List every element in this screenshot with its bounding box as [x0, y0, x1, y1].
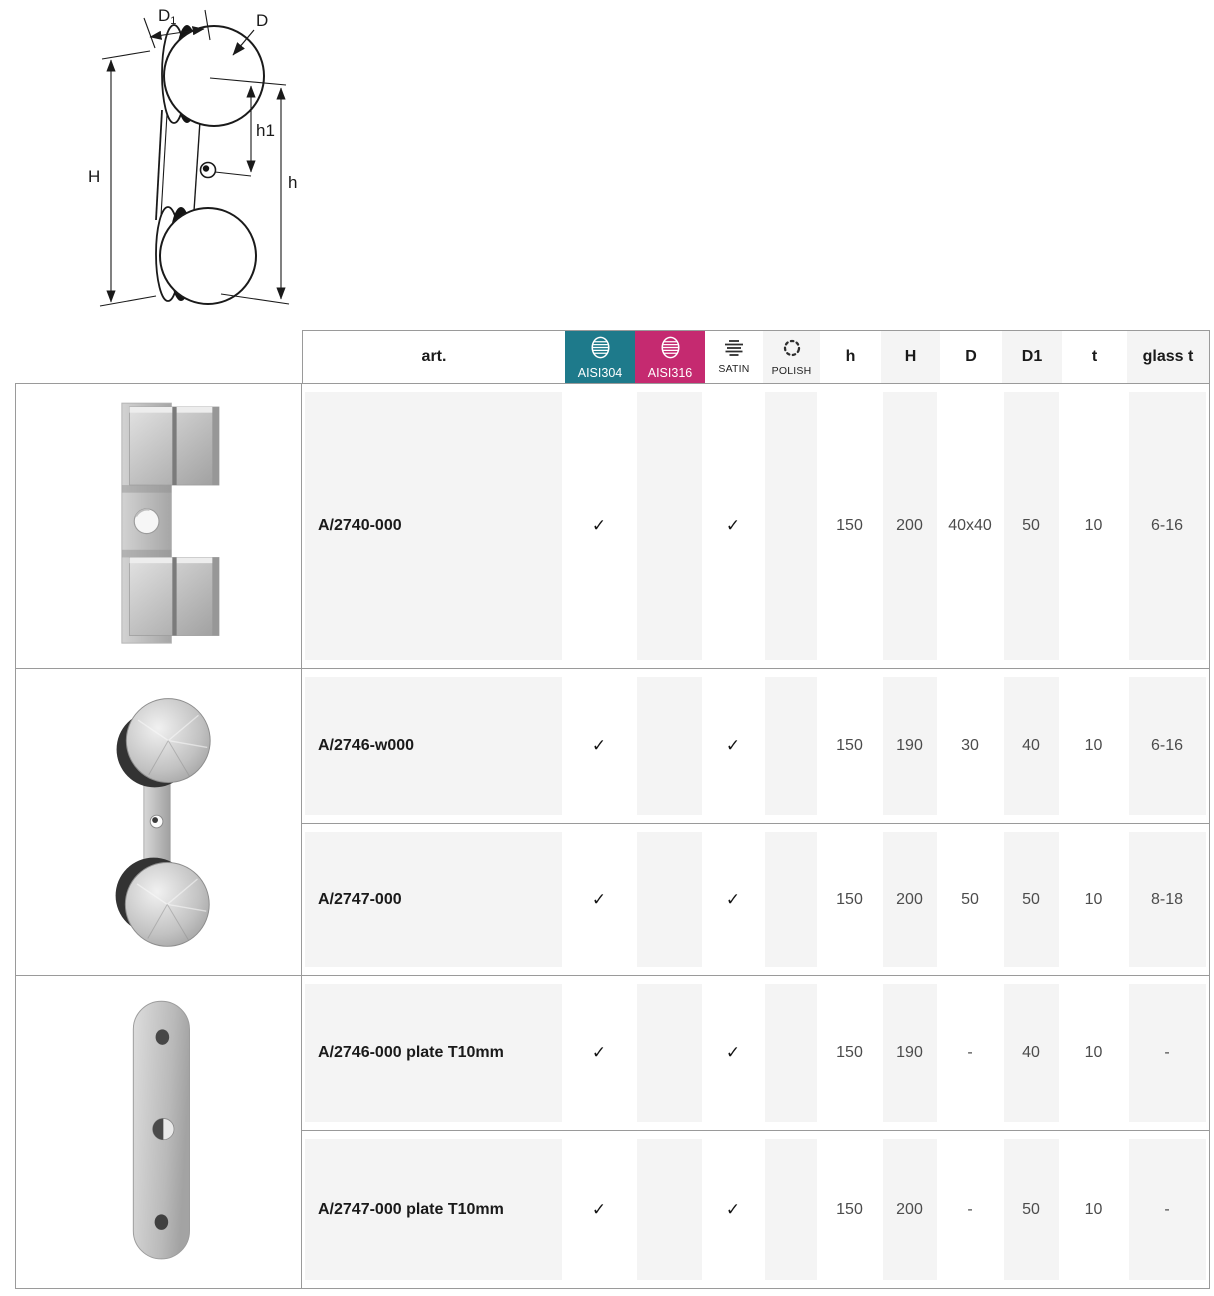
h-value: 150 — [836, 890, 863, 908]
header-dim-H: H — [881, 331, 940, 383]
D-value: 30 — [961, 737, 979, 754]
D1-value: 50 — [1001, 384, 1061, 668]
aisi304-check: ✓ — [591, 1043, 607, 1062]
diagram-label-d: D — [256, 11, 269, 30]
header-satin — [705, 331, 763, 383]
aisi304-check: ✓ — [591, 736, 607, 755]
header-dim-glass-t: glass t — [1127, 331, 1209, 383]
H-value: 200 — [880, 1131, 939, 1288]
H-value: 190 — [880, 976, 939, 1130]
h-value: 150 — [836, 517, 863, 534]
product-image-oval-mounting-plate — [16, 976, 302, 1288]
table-row — [302, 976, 1209, 1130]
glass-t-value: - — [1126, 1131, 1208, 1288]
polish-check — [762, 669, 819, 823]
header-aisi304 — [565, 331, 635, 383]
header-dim-h: h — [845, 348, 856, 365]
aisi316-check — [634, 824, 704, 975]
header-polish — [763, 331, 820, 383]
aisi304-check: ✓ — [591, 516, 607, 535]
brushed-steel-disc-icon — [589, 335, 612, 363]
aisi316-check — [634, 1131, 704, 1288]
diagram-label-H: H — [88, 167, 101, 186]
D-value: - — [967, 1200, 973, 1218]
t-value: 10 — [1084, 737, 1103, 754]
aisi304-check: ✓ — [591, 1199, 607, 1219]
brushed-steel-disc-icon — [659, 335, 682, 363]
h-value: 150 — [836, 737, 863, 754]
satin-check: ✓ — [725, 889, 741, 909]
polish-check — [762, 976, 819, 1130]
product-group — [16, 975, 1209, 1288]
table-row — [302, 1130, 1209, 1288]
polish-check — [762, 384, 819, 668]
art-cell: A/2746-000 plate T10mm — [302, 976, 564, 1130]
aisi316-check — [634, 976, 704, 1130]
header-art: art. — [421, 348, 447, 365]
product-image-round-disc-glass-connector — [16, 669, 302, 975]
aisi316-check — [634, 669, 704, 823]
table-row — [302, 823, 1209, 975]
D-value: 40x40 — [948, 517, 992, 534]
glass-t-value: 6-16 — [1126, 384, 1208, 668]
diagram-label-d1: D1 — [158, 6, 177, 27]
header-dim-D: D — [965, 348, 977, 365]
diagram-label-h: h — [288, 173, 298, 192]
satin-check: ✓ — [725, 1043, 741, 1062]
dimension-diagram — [58, 4, 303, 326]
art-cell: A/2746-w000 — [302, 669, 564, 823]
aisi304-check: ✓ — [591, 889, 607, 909]
header-satin-label: SATIN — [718, 363, 750, 375]
t-value: 10 — [1084, 1200, 1103, 1218]
header-dim-t: t — [1091, 348, 1098, 365]
polish-check — [762, 824, 819, 975]
glass-t-value: 8-18 — [1126, 824, 1208, 975]
H-value: 200 — [880, 384, 939, 668]
aisi316-check — [634, 384, 704, 668]
group-rows — [302, 976, 1209, 1288]
table-header-row — [302, 330, 1210, 383]
satin-check: ✓ — [725, 1199, 741, 1219]
art-cell: A/2747-000 — [302, 824, 564, 975]
table-row — [302, 669, 1209, 823]
table-body — [15, 383, 1210, 1289]
t-value: 10 — [1084, 517, 1103, 534]
header-dim-D1: D1 — [1002, 331, 1062, 383]
product-table — [15, 330, 1210, 1289]
header-aisi316-label: AISI316 — [647, 365, 693, 380]
art-cell: A/2747-000 plate T10mm — [302, 1131, 564, 1288]
D1-value: 50 — [1001, 1131, 1061, 1288]
satin-check: ✓ — [725, 516, 741, 535]
product-group — [16, 384, 1209, 668]
D1-value: 40 — [1001, 669, 1061, 823]
t-value: 10 — [1084, 890, 1103, 908]
art-cell: A/2740-000 — [302, 384, 564, 668]
header-aisi304-label: AISI304 — [577, 365, 623, 380]
h-value: 150 — [836, 1200, 863, 1218]
h-value: 150 — [836, 1044, 863, 1061]
polish-check — [762, 1131, 819, 1288]
header-polish-label: POLISH — [771, 364, 812, 377]
group-rows — [302, 669, 1209, 975]
D-value: 50 — [961, 890, 979, 908]
H-value: 190 — [880, 669, 939, 823]
header-aisi316 — [635, 331, 705, 383]
table-row — [302, 384, 1209, 668]
group-rows — [302, 384, 1209, 668]
product-group — [16, 668, 1209, 975]
diagram-label-h1: h1 — [256, 121, 275, 140]
satin-check: ✓ — [725, 736, 741, 755]
D-value: - — [967, 1044, 973, 1061]
satin-lines-icon — [723, 339, 745, 359]
H-value: 200 — [880, 824, 939, 975]
product-image-square-block-glass-adapter — [16, 384, 302, 668]
polish-dashed-circle-icon — [782, 338, 802, 361]
t-value: 10 — [1084, 1044, 1103, 1061]
D1-value: 50 — [1001, 824, 1061, 975]
D1-value: 40 — [1001, 976, 1061, 1130]
glass-t-value: - — [1126, 976, 1208, 1130]
glass-t-value: 6-16 — [1126, 669, 1208, 823]
dimension-diagram-svg — [58, 4, 303, 326]
